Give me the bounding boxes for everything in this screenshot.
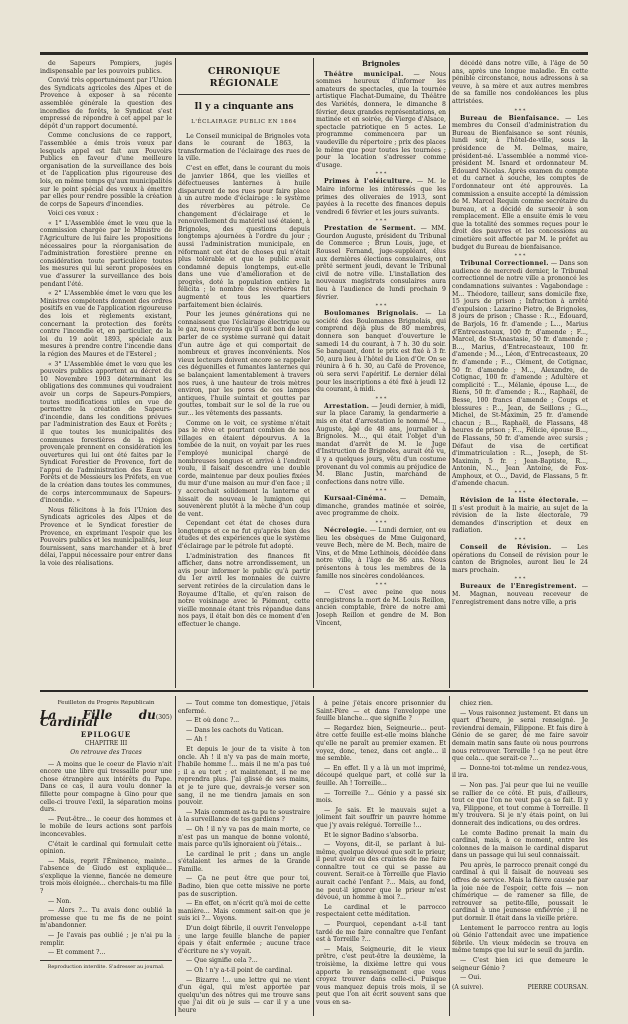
epilogue-heading: EPILOGUE: [80, 729, 132, 739]
feuilleton-paragraph: — Non pas. J'ai peur que lui ne veuille se rallier de ce côté. Et puis, d'ailleurs, tout ce que l'on ne veut pas ça se fait. Il y va, Filippone, et tout comme à Torreille. Il m'y trouvera. Si je n'y étais point, on lui donnerait des indications, ou des ordres.: [452, 781, 588, 827]
separator-stars: * * *: [375, 218, 387, 225]
article-paragraph: « 1° L'Assemblée émet le vœu que la commission chargée par le Ministre de l'Agriculture de lui faire les propositions nécessaires pour la réorganisation de l'administration forestière prenne en considération toute particulière toutes les mesures qui lui seront proposées en vue d'assurer la surveillance des bois pendant l'été.: [40, 219, 172, 288]
article-paragraph: Le Conseil municipal de Brignoles vota dans le courant de 1863, la transformation de l'éclairage des rues de la ville.: [178, 132, 310, 163]
article-paragraph: Convié très opportunément par l'Union des Syndicats agricoles des Alpes et de Provence à exposer à sa récente assemblée générale la question des incendies de forêts, le Syndicat s'est empressé de répondre à cet appel par le dépôt d'un rapport documenté.: [40, 77, 172, 130]
separator-stars: * * *: [514, 253, 526, 260]
news-item: [452, 544, 588, 574]
news-item-text: — Lundi dernier, ont eu lieu les obsèques de Mme Guigonard, veuve Bech, mère de M. Bech, maire de Vins, et de Mme Lethinois, décédée dans notre ville, à l'âge de 86 ans. Nous présentons à tous les membres de la famille nos sincères condoléances.: [316, 527, 446, 580]
news-item: [452, 60, 588, 106]
separator-stars: * * *: [375, 488, 387, 495]
feuilleton-signature: [452, 984, 588, 992]
chapter-heading: CHAPITRE III: [84, 740, 128, 748]
news-item-text: — Les opérations du Conseil de révision pour le canton de Brignoles, auront lieu le 24 mars prochain.: [452, 544, 588, 574]
news-item-text: décédé dans notre ville, à l'âge de 50 ans, après une longue maladie. En cette pénible circonstance, nous adressons à sa veuve, à sa mère et aux autres membres de sa famille nos condoléances les plus attristées.: [452, 60, 588, 105]
feuilleton-paragraph: — Je sais. Et le mauvais sujet a joliment fait souffrir un pauvre homme que j'y avais relégué. Torreille !...: [316, 806, 446, 829]
feuilleton-paragraph: — Dans les cachots du Vatican.: [186, 726, 284, 734]
news-item-text: — Les membres du Conseil d'administration du Bureau de Bienfaisance se sont réunis, lundi soir, à l'hôtel-de-ville, sous la présidence de M. Delmas, maire, président-né. L'assemblée a nommé vice-président M. Isnard et ordonnateur M. Edouard Nicolas. Après examen du compte et du carnet à souche, les comptes de l'ordonnateur ont été approuvés. La commission a ensuite accepté la démission de M. Marcel Requin comme secrétaire du bureau, et a décidé de surseoir à son remplacement. Elle a ensuite émis le vœu que la totalité des sommes reçues pour le droit des pauvres et les concessions au cimetière soit affectée par M. le préfet au budget du Bureau de bienfaisance.: [452, 114, 588, 251]
article-body: [178, 133, 310, 629]
feuilleton-column: [40, 700, 172, 1015]
feuilleton-paragraph: à peine j'étais encore prisonnier du Saint-Père — et dans l'enveloppe une feuille blanche... que signifie ?: [316, 700, 446, 723]
feuilleton-paragraph: — Ça ne peut être que pour toi, Badino, bien que cette missive ne porte pas de suscription.: [178, 875, 310, 898]
separator-stars: * * *: [514, 107, 526, 114]
column-divider: [449, 58, 450, 688]
feuilleton-paragraph: Le cardinal et le parrocco respectaient cette méditation.: [316, 903, 446, 919]
news-column-4: [452, 60, 588, 690]
article-paragraph: C'est en effet, dans le courant du mois de janvier 1864, que les vieilles et défectueuses lanternes à huile disparurent de nos rues pour faire place à un autre mode d'éclairage : le système des réverbères au pétrole. Ce changement d'éclairage et le renouvellement du matériel usé étaient, à Brignoles, des questions depuis longtemps ajournées à l'ordre du jour ; aussi l'administration municipale, en réformant cet état de choses qui n'était plus tolérable et que le public avait condamné depuis longtemps, eut-elle dans une vue d'amélioration et de progrès, doté la population entière la félicita ; le nombre des réverbères fut augmenté et tous les quartiers parfaitement bien éclairés.: [178, 164, 310, 309]
divider: [178, 94, 310, 95]
feuilleton-paragraph: — Tout comme ton domestique, j'étais enfermé.: [178, 700, 310, 715]
feuilleton-continuation-3: [316, 700, 446, 1015]
article-paragraph: Cependant cet état de choses dura longtemps et ce ne fut qu'après bien des études et des expériences que le système d'éclairage par le pétrole fut adopté.: [178, 520, 310, 551]
feuilleton-paragraph: — Ah !: [186, 736, 208, 744]
feuilleton-body: [40, 761, 172, 957]
news-item-label: Nécrologie.: [324, 527, 368, 535]
news-item-label: Kursaal-Cinéma.: [324, 495, 387, 503]
article-paragraph: Pour les jeunes générations qui ne connaissent que l'éclairage électrique ou le gaz, nous croyons qu'il soit bon de leur parler de ce système surrané qui datait d'un autre âge et qui comportait de nombreux et graves inconvénients. Nos vieux lecteurs doivent encore se rappeler ces déguenilles et fumantes lanternes qui se balançaient lamentablement à travers nos rues, à une hauteur de trois mètres environ, par les pores de ces lampes antiques, l'huile suintait et gouttes par gouttes, tombait sur le sol de la rue ou sur... les vêtements des passants.: [178, 311, 310, 417]
top-rule: [40, 52, 588, 55]
feuilleton-paragraph: — Vous raisonnez justement. Et dans un quart d'heure, je serai renseigné. Je reviendrai demain, Filippone. Et fais dire à Génio de se garer, de me faire savoir demain matin sans faute où nous pourrons nous retrouver. Torreille ! ça ne peut être que cela... que serait-ce ?...: [452, 709, 588, 763]
news-item-text: — C'est avec peine que nous enregistrons la mort de M. Louis Reillon, ancien comptable, frère de notre ami Joseph Reillon et gendre de M. Bon Vincent,: [316, 589, 446, 627]
feuilleton-paragraph: — Bizarre !... une lettre qui ne vient d'un égal, qui m'est apportée par quelqu'un des nôtres qui me trouve sans que j'ai dit où je suis — car il y a une heure: [178, 976, 310, 1014]
feuilleton-paragraph: — A moins que le coeur de Flavio n'ait encore une libre qui tressaille pour une chose étrangère aux intérêts du Pape. Dans ce cas, il aura voulu donner la fillette pour compagne à Gino pour que celle-ci trouve l'exil, la séparation moins durs.: [40, 760, 172, 814]
news-item-label: Théâtre municipal.: [324, 70, 404, 78]
news-item-text: — Dans son audience de mercredi dernier, le Tribunal correctionnel de notre ville a prononcé les condamnations suivantes : Vagabondage : M... Théodore, tailleur, sans domicile fixe, 15 jours de prison ; Infraction à arrêté d'expulsion : Lazarino Pietro, de Brignoles, 8 jours de prison ; Chasse : R..., Edouard, de Barjols, 16 fr. d'amende ; L..., Marius d'Entrecasteaux, 100 fr. d'amende ; F..., Marcel, de St-Anastasie, 50 fr. d'amende ; B..., Marius, d'Entrecasteaux, 100 fr. d'amende ; M..., Léon, d'Entrecasteaux, 20 fr. d'amende ; F..., Clément, de Cotignac, 50 fr. d'amende ; M..., Alexandre, de Cotignac, 100 fr. d'amende ; Adultère et complicité : T..., Mélanie, épouse L..., de Riens, 50 fr. d'amende ; R..., Raphaël, de Besse, 100 francs d'amende ; Coups et blessures : P..., Jean, de Seillons ; G..., Michel, de St-Maximin, 25 fr. d'amende chacun ; B..., Raphaël, de Flassans, 48 heures de prison ; F..., Félicie, épouse B..., de Flassans, 50 fr. d'amende avec sursis ; Défaut de visa de certificat d'immatriculation : R..., Joseph, de St-Maximin, 5 fr. ; Jean-Baptiste, R..., Antonin, N..., Jean Antoine, de Fox-Amphoux, et O..., David, de Flassans, 5 fr. d'amende chacun.: [452, 260, 588, 488]
news-item-label: Prestation de Serment.: [324, 225, 417, 233]
news-item: [316, 310, 446, 394]
news-item-text: — Nous sommes heureux d'informer les amateurs de spectacles, que la tournée artistique Flachat-Dumaine, du Théâtre des Variétés, donnera, le dimanche 8 février, deux grandes représentations, en matinée et en soirée, de Vierge d'Alsace, spectacle patriotique en 5 actes. Le programme commencera par un vaudeville du répertoire ; prix des places le même que pour toutes les tournées ; pour la location s'adresser comme d'usage.: [316, 70, 446, 169]
column-divider: [175, 58, 176, 688]
separator-stars: * * *: [514, 576, 526, 583]
news-item-label: Bureau de Bienfaisance.: [460, 114, 560, 122]
feuilleton-paragraph: — Voyons, dit-il, se parlant à lui-même, quelque dévoué que soit le prieur, il peut avoir eu des craintes de me faire connaître tout ce qui se passe au couvent. Serait-ce à Torreille que Flavio aurait caché l'enfant ?... Mais, au fond, ne peut-il ignorer que le prieur m'est dévoué, un homme à moi ?...: [316, 841, 446, 902]
news-items: [452, 60, 588, 606]
news-item: [316, 403, 446, 487]
news-item-label: Boulomanes Brignolais.: [324, 310, 419, 318]
article-paragraph: L'administration des finances fit afficher, dans notre arrondissement, un avis pour informer le public qu'à partir du 1er avril les monnaies de cuivre servent retirées de la circulation dans le Royaume d'Italie, et qu'en raison de notre voisinage avec le Piémont, cette vieille monnaie étant très répandue dans nos pays, il était bon dès ce moment d'en effectuer le change.: [178, 552, 310, 628]
column-divider: [313, 696, 314, 1016]
feuilleton-paragraph: chiez rien.: [460, 700, 493, 707]
feuilleton-paragraph: — Alors ?... Tu avais donc oublié la promesse que tu me fis de ne point m'abandonner.: [40, 907, 172, 930]
separator-stars: * * *: [375, 582, 387, 589]
separator-stars: * * *: [375, 520, 387, 527]
separator-stars: * * *: [375, 395, 387, 402]
news-item: [452, 583, 588, 606]
feuilleton-title: La Fille du Cardinal: [40, 707, 156, 730]
news-item: [452, 497, 588, 535]
separator-stars: * * *: [375, 171, 387, 178]
article-paragraph: Comme conclusions de ce rapport, l'assemblée a émis trois vœux par lesquels appel est fait aux Pouvoirs Publics en faveur d'une meilleure organisation de la surveillance des bois et de l'application plus rigoureuse des lois, en même temps qu'aux municipalités sur le point spécial des vœux à émettre par elles pour rendre possible la création de corps de Sapeurs d'incendies.: [40, 132, 172, 208]
feuilleton-paragraph: — En effet. Il y a là un mot imprimé, découpé quelque part, et collé sur la feuille. Ah ! Torreille...: [316, 764, 446, 787]
news-item-text: — MM. Gourdon Auguste, président du Tribunal de Commerce ; Brun Louis, juge, et Roussel Fernand, juge-suppléant, élus aux dernières élections consulaires, ont prêté serment jeudi, devant le Tribunal civil de notre ville. L'installation des nouveaux magistrats consulaires aura lieu à l'audience de lundi prochain 9 février.: [316, 225, 446, 301]
feuilleton-paragraph: — Oh ! il n'y va pas de main morte, ce n'est pas un manque de bonne volonté, mais parce qu'ils ignoraient où j'étais...: [178, 825, 310, 849]
article-paragraph: Voici ces vœux :: [48, 210, 99, 218]
feuilleton-paragraph: — Non.: [48, 897, 72, 905]
feuilleton-paragraph: — Mais, Seigneurie, dit le vieux prêtre, c'est peut-être la deuxième, la troisième, la dixième lettre qui vous apporte le renseignement que vous croyez trouver dans celle-ci. Puisque vous manquez depuis trois mois, il se peut que l'on ait écrit souvent sans que vous en sa-: [316, 945, 446, 1006]
separator-stars: * * *: [514, 537, 526, 544]
news-item-label: Révision de la liste électorale.: [460, 497, 579, 505]
chronique-regionale-column: [178, 60, 310, 690]
reproduction-note: Reproduction interdite. S'adresser au journal.: [47, 963, 165, 970]
feuilleton-title-row: [40, 707, 172, 730]
separator-stars: * * *: [375, 303, 387, 310]
news-item: [452, 115, 588, 252]
news-item-text: — Il s'est produit à la mairie, au sujet de la révision de la liste électorale, 79 demandes d'inscription et deux en radiation.: [452, 497, 588, 535]
news-item: [316, 527, 446, 580]
column-divider: [175, 696, 176, 1016]
column-divider: [313, 58, 314, 688]
article-paragraph: « 3° L'Assemblée émet le vœu que les pouvoirs publics apportent au décret du 10 Novembre 1903 déterminant les obligations des communes qui voudraient avoir un corps de Sapeurs-Pompiers, toutes modifications utiles en vue de permettre la création de Sapeurs-d'incendie, dans les conditions prévues par l'administration des Eaux et Forêts ; il que toutes les municipalités des communes forestières de la région provençale prennent en considération les ouvertures qui lui ont été faites par le Syndicat Forestier de Provence, fort de l'appui de l'administration des Eaux et Forêts et de Messieurs les Préfets, en vue de la création dans toutes les communes, de corps intercommunaux de Sapeurs-d'incendie. »: [40, 360, 172, 505]
news-item-label: Tribunal Correctionnel.: [460, 260, 549, 268]
column-divider: [449, 696, 450, 1016]
feuilleton-header: Feuilleton du Progrès Républicain: [57, 700, 155, 706]
article-kicker: L'ÉCLAIRAGE PUBLIC EN 1864: [191, 119, 297, 125]
news-item-text: — Jeudi dernier, à midi, sur la place Caramy, la gendarmerie a mis en état d'arrestation le nommé M..., Auguste, âgé de 48 ans, journalier à Brignoles. M..., qui était l'objet d'un mandat d'arrêt de M. le Juge d'Instruction de Brignoles, aurait été vu, il y a quelques jours, vêtu d'un costume provenant du vol commis au préjudice de M. Blanc Justin, marchand de confections dans notre ville.: [316, 402, 446, 486]
news-item-text: — Demain, dimanche, grandes matinée et soirée, avec programme de choix.: [316, 495, 446, 518]
feuilleton-paragraph: — Et comment ?...: [48, 949, 106, 957]
author-name: PIERRE COURSAN.: [527, 983, 588, 991]
article-column-1: [40, 60, 172, 690]
feuilleton-paragraph: — Regardez bien, Seigneurie... peut-être cette feuille est-elle moins blanche qu'elle ne paraît au premier examen. Et voyez, donc, tenez, dans cet angle... il me semble.: [316, 724, 446, 763]
feuilleton-paragraph: — Je l'avais pas oublié ; je n'ai pu la remplir.: [40, 932, 172, 947]
section-title: Brignoles: [362, 60, 400, 68]
feuilleton-paragraph: — Torreille ?... Génio y a passé six mois.: [316, 789, 446, 805]
news-item-text: — La société des Boulomanes Brignolais, qui comprend déjà plus de 80 membres, donnera son banquet d'ouverture le samedi 14 du courant, à 7 h. 30 du soir. Se banquant, dont le prix est fixé à 3 fr. 50, aura lieu à l'hôtel du Lion d'Or. On se réunira à 6 h. 30, au Café de Provence, où sera servi l'apéritif. Le dernier délai pour les inscriptions a été fixé à jeudi 12 du courant, à midi.: [316, 310, 446, 394]
feuilleton-paragraph: — Et où donc ?...: [186, 717, 240, 725]
news-item-text: — M. Magnan, nouveau receveur de l'enregistrement dans notre ville, a pris: [452, 583, 588, 606]
brignoles-column: [316, 60, 446, 690]
news-item-label: Conseil de Révision.: [460, 544, 552, 552]
news-item: [316, 178, 446, 216]
feuilleton-number: (305): [155, 713, 172, 721]
feuilleton-paragraph: Et depuis le jour de ta visite à ton oncle. Ah ! il n'y va pas de main morte, l'habile homme !... mais il ne m'a pas tué ; il a eu tort ; et maintenant, il ne me reprendra plus. J'ai glissé de ses mains, et je te jure que, devrais-je verser son sang, il ne me tiendra jamais en son pouvoir.: [178, 745, 310, 807]
article-title: Il y a cinquante ans: [194, 102, 294, 112]
news-items: [316, 71, 446, 628]
chapter-title: On retrouve des Traces: [70, 748, 142, 756]
feuilleton-paragraph: Et le signor Badino s'absorba.: [324, 831, 419, 839]
to-be-continued: (A suivre).: [452, 983, 484, 991]
feuilleton-paragraph: — Oh ! n'y a-t-il point de cardinal.: [186, 967, 293, 974]
news-item: [316, 495, 446, 518]
feuilleton-paragraph: — En effet, on n'écrit qu'à moi de cette manière... Mais comment sait-on que je suis ici ?... Voyons.: [178, 900, 310, 923]
feuilleton-paragraph: — C'est bien ici que demeure le seigneur Génio ?: [452, 957, 588, 972]
news-item-label: Bureaux de l'Enregistrement.: [460, 583, 577, 591]
divider: [40, 960, 172, 961]
feuilleton-continuation-4: [452, 700, 588, 1015]
feuilleton-paragraph: — Pourquoi, cependant a-t-il tant tardé de me faire connaître que l'enfant est à Torreille ?...: [316, 921, 446, 944]
feuilleton-continuation-2: [178, 700, 310, 1015]
article-paragraph: Nous félicitons à la fois l'Union des Syndicats agricoles des Alpes et de Provence et le Syndicat forestier de Provence, en exprimant l'espoir que les Pouvoirs publics et les municipalités, leur fournissent, sans marchander et à bref délai, l'appui nécessaire pour entrer dans la voie des réalisations.: [40, 506, 172, 567]
feuilleton-paragraph: — Mais, reprit l'Éminence, mainte... l'absence de Giudo est expliquée... s'explique la vienne, fiancée ne demeure trois mois éloignée... cherchais-tu ma fille ?: [40, 857, 172, 896]
feuilleton-paragraph: Le comte Badino prenait la main du cardinal, mais, à ce moment, entre les colonnes de la maison le cardinal disparut dans un passage qui lui seul connaissait.: [452, 829, 588, 860]
news-item-label: Arrestation.: [324, 402, 370, 410]
section-title: CHRONIQUE RÉGIONALE: [207, 66, 281, 89]
separator-stars: * * *: [514, 490, 526, 497]
feuilleton-paragraph: — Oui.: [460, 974, 482, 982]
news-item-label: Primes à l'oléiculture.: [324, 178, 413, 186]
feuilleton-rule: [40, 690, 588, 692]
feuilleton-paragraph: — Peut-être... le coeur des hommes et le mobile de leurs actions sont parfois inconcevables.: [40, 815, 172, 838]
article-paragraph: Comme on le voit, ce système n'était pas le rêve et pourtant combien de nos villages en étaient dépourvus. A la tombée de la nuit, on voyait par les rues l'employé municipal chargé de nombreuses longues et arrivé à l'endroit voulu, il faisait descendre une double corde, maintenue par deux poulies fixées du mur d'une maison au mur d'en face ; il y accrochait solidement la lanterne et hissait de nouveau le lumignon qui souvenèrent plutôt à la mèche d'un coup de vent.: [178, 419, 310, 518]
feuilleton-paragraph: Peu après, le parrocco prenait congé du cardinal à qui il faisait de nouveau ses offres de service. Mais la fièvre causée par la joie née de l'espoir, cette fois — non chimérique — de ramener sa fille, de retrouver sa petite-fille, poussait le cardinal à une jeunesse enfiévrée ; il ne put dormir. Il était dans la vieille prière.: [452, 861, 588, 923]
news-item-text: — M. le Maire informe les intéressés que les primes des oliveraies de 1913, sont payées à la recette des finances depuis vendredi 6 février et les jours suivants.: [316, 178, 446, 216]
feuilleton-paragraph: — Donne-toi tot-même un rendez-vous, il ira.: [452, 764, 588, 780]
news-item: [316, 589, 446, 627]
feuilleton-text: [452, 700, 588, 982]
article-paragraph: « 2° L'Assemblée émet le vœu que les Ministres compétents donnent des ordres positifs en vue de l'application rigoureuse des lois et règlements existant, concernant la protection des forêts contre l'incendie et, en particulier, de la loi du 19 août 1893, spéciale aux mesures à prendre contre l'incendie dans la région des Maures et de l'Esterel ;: [40, 290, 172, 358]
feuilleton-paragraph: Le cardinal le prit ; dans un angle s'étalaient les armes de la Grande Famille.: [178, 850, 310, 873]
article-paragraph: de Sapeurs Pompiers, jugés indispensable par les pouvoirs publics.: [40, 60, 172, 75]
news-item: [316, 71, 446, 170]
feuilleton-paragraph: — Mais comment as-tu pu te soustraire à la surveillance de tes gardiens ?: [178, 808, 310, 824]
news-item: [316, 225, 446, 301]
feuilleton-paragraph: D'un doigt fébrile, il ouvrit l'enveloppe ; une large feuille blanche de papier épais y était enfermée ; aucune trace d'écriture ne s'y voyait.: [178, 925, 310, 955]
feuilleton-paragraph: C'était le cardinal qui formulait cette opinion.: [40, 840, 172, 856]
feuilleton-paragraph: Lentement le parrocco rentra au logis où Génio l'attendait avec une impatience fébrile. Un vieux médecin se trouva en même temps que lui sur le seuil du jardin.: [452, 924, 588, 955]
feuilleton-paragraph: — Que signifie cela ?...: [186, 957, 258, 965]
news-item: [452, 260, 588, 488]
